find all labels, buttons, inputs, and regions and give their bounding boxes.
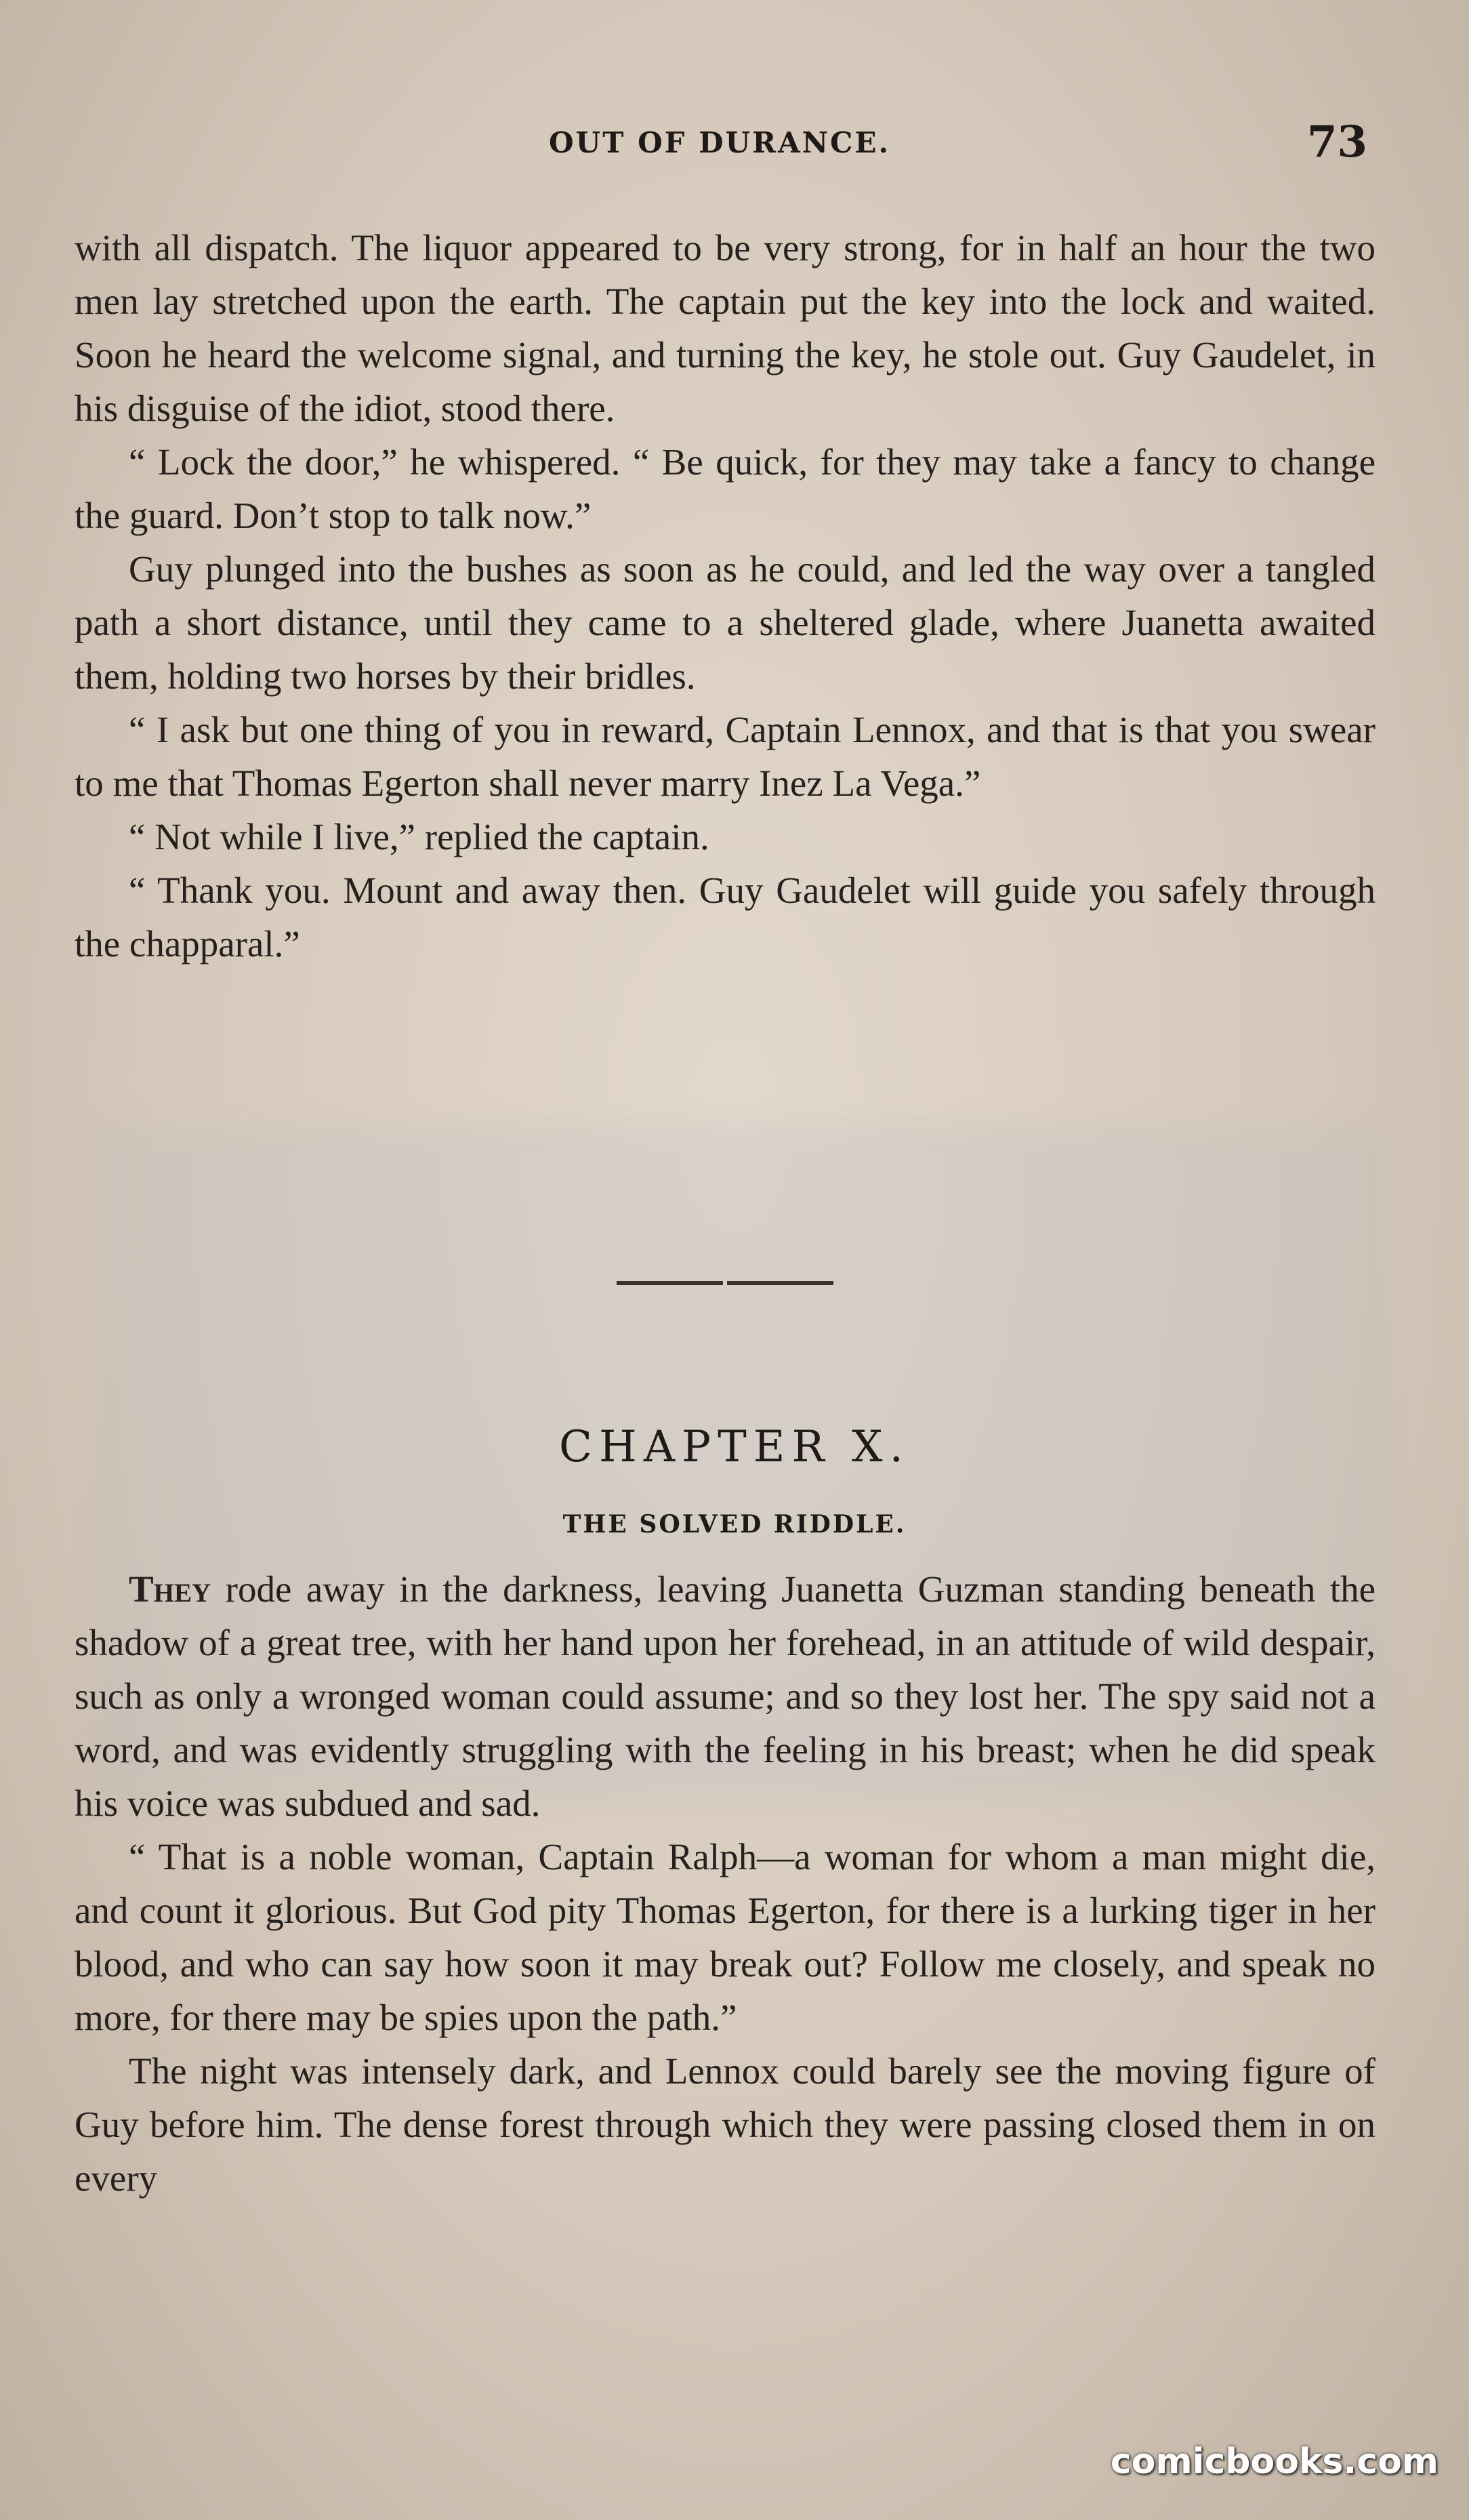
paragraph: “ I ask but one thing of you in reward, Captain Lennox, and that is that you swear to me that Thomas Egerton shall never marry Inez La Vega.”	[75, 709, 1375, 804]
chapter-subtitle: THE SOLVED RIDDLE.	[562, 1510, 907, 1539]
page-number: 73	[1306, 117, 1367, 167]
rule-segment	[617, 1281, 723, 1285]
watermark-text: comicbooks.com	[1110, 2441, 1439, 2482]
page-header	[75, 117, 1367, 171]
paragraph: “ Thank you. Mount and away then. Guy Gaudelet will guide you safely through the chapparal.”	[75, 870, 1375, 964]
opening-paragraph	[75, 1562, 1375, 1830]
paragraph: The night was intensely dark, and Lennox could barely see the moving figure of Guy before him. The dense forest through which they were passing closed them in on every	[75, 2050, 1375, 2199]
opening-word: They	[129, 1568, 211, 1610]
paragraph: “ Not while I live,” replied the captain.	[129, 816, 709, 857]
opening-paragraph-text: rode away in the darkness, leaving Juanetta Guzman standing beneath the shadow of a great tree, with her hand upon her forehead, in an attitude of wild despair, such as only a wronged woman could assume; and so they lost her. The spy said not a word, and was evidently struggling with the feeling in his breast; when he did speak his voice was subdued and sad.	[75, 1568, 1375, 1824]
paragraph: with all dispatch. The liquor appeared to be very strong, for in half an hour the two men lay stretched upon the earth. The captain put the key into the lock and waited. Soon he heard the welcome signal, and turning the key, he stole out. Guy Gaudelet, in his disguise of the idiot, stood there.	[75, 227, 1375, 429]
running-title: OUT OF DURANCE.	[549, 126, 891, 159]
section-divider-rule	[617, 1281, 833, 1285]
paragraph: Guy plunged into the bushes as soon as he could, and led the way over a tangled path a short distance, until they came to a sheltered glade, where Juanetta awaited them, holding two horses by their bridles.	[75, 548, 1375, 697]
paragraph: “ That is a noble woman, Captain Ralph—a woman for whom a man might die, and count it glorious. But God pity Thomas Egerton, for there is a lurking tiger in her blood, and who can say how soon it may break out? Follow me closely, and speak no more, for there may be spies upon the path.”	[75, 1836, 1375, 2038]
body-text-before-chapter	[75, 221, 1375, 971]
body-text-chapter	[75, 1562, 1375, 2205]
paragraph: “ Lock the door,” he whispered. “ Be quick, for they may take a fancy to change the guard. Don’t stop to talk now.”	[75, 441, 1375, 536]
rule-segment	[727, 1281, 833, 1285]
chapter-title: CHAPTER X.	[559, 1422, 910, 1472]
